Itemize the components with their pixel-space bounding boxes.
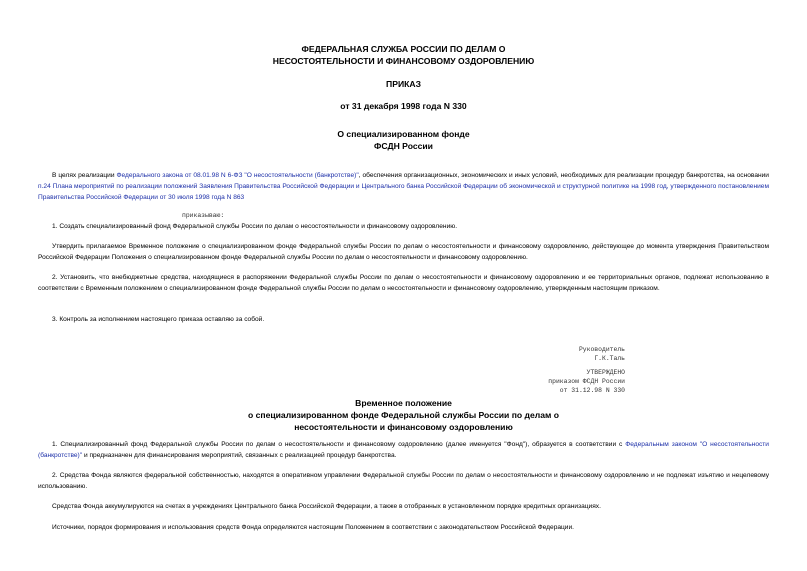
approval-line1: УТВЕРЖДЕНО [586, 369, 625, 376]
preamble-text-2: , обеспечения организационных, экономических и иных условий, необходимых для реализации процедур банкротства, на основании [358, 172, 769, 179]
order-word: приказываю: [182, 212, 225, 219]
doc-type: ПРИКАЗ [386, 79, 421, 89]
preamble-text-1: В целях реализации [52, 172, 117, 179]
regulation-title-1: Временное положение [355, 398, 452, 408]
bankruptcy-law-link[interactable]: Федеральным законом "О несостоятельности (банкротстве)" [38, 441, 769, 459]
regulation-item-1-text-1: 1. Специализированный фонд Федеральной службы России по делам о несостоятельности и финансовому оздоровлению (далее именуется "Фонд"), образуется в соответствии с [52, 441, 626, 448]
approval-line2: приказом ФСДН России [548, 378, 625, 385]
federal-law-link[interactable]: Федерального закона от 08.01.98 N 6-ФЗ "О несостоятельности (банкротстве)" [116, 172, 359, 179]
item-2: 2. Установить, что внебюджетные средства, находящиеся в распоряжении Федеральной службы России по делам о несостоятельности и финансовому оздоровлению и ее территориальных органов, подлежат использованию в соответствии с Временным положением о специализированном фонде Федеральной службы России по делам о несостоятельности и финансовому оздоровлению, утвержденным настоящим приказом. [38, 274, 769, 292]
regulation-item-2: 2. Средства Фонда являются федеральной собственностью, находятся в оперативном управлении Федеральной службы России по делам о несостоятельности и финансовому оздоровлению и не подлежат изъятию и нецелевому использованию. [38, 472, 769, 490]
plan-measures-link[interactable]: п.24 Плана мероприятий по реализации положений Заявления Правительства Российской Федерации и Центрального банка Российской Федерации об экономической и структурной политике на 1998 год, утвержденного постановлением Правительства Российской Федерации от 30 июля 1998 года N 863 [38, 183, 769, 201]
regulation-item-3: Средства Фонда аккумулируются на счетах в учреждениях Центрального банка Российской Федерации, а также в отобранных в установленном порядке кредитных организациях. [52, 503, 601, 510]
regulation-item-1-text-2: и предназначен для финансирования мероприятий, связанных с реализацией процедур банкротства. [82, 452, 397, 459]
regulation-item-1 [38, 439, 769, 461]
regulation-title-2: о специализированном фонде Федеральной службы России по делам о [247, 410, 560, 420]
approval-line3: от 31.12.98 N 330 [559, 387, 625, 394]
agency-name-line2: НЕСОСТОЯТЕЛЬНОСТИ И ФИНАНСОВОМУ ОЗДОРОВЛЕНИЮ [272, 56, 535, 66]
regulation-item-4: Источники, порядок формирования и использования средств Фонда определяются настоящим Положением в соответствии с законодательством Российской Федерации. [52, 524, 575, 531]
subject-line2: ФСДН России [374, 141, 433, 151]
item-3: 3. Контроль за исполнением настоящего приказа оставляю за собой. [52, 316, 265, 323]
subject-line1: О специализированном фонде [337, 129, 470, 139]
item-1: 1. Создать специализированный фонд Федеральной службы России по делам о несостоятельности и финансовому оздоровлению. [52, 223, 458, 230]
doc-date: от 31 декабря 1998 года N 330 [340, 101, 467, 111]
signature-role: Руководитель [578, 346, 625, 353]
item-1-approval: Утвердить прилагаемое Временное положение о специализированном фонде Федеральной службы России по делам о несостоятельности и финансовому оздоровлению, действующее до момента утверждения Правительством Российской Федерации Положения о специализированном фонде Федеральной службы России по делам о несостоятельности и финансовому оздоровлению. [38, 243, 769, 261]
signature-name: Г.К.Таль [594, 355, 625, 362]
regulation-title-3: несостоятельности и финансовому оздоровлению [294, 422, 513, 432]
preamble-paragraph [38, 170, 769, 203]
agency-name-line1: ФЕДЕРАЛЬНАЯ СЛУЖБА РОССИИ ПО ДЕЛАМ О [301, 44, 506, 54]
